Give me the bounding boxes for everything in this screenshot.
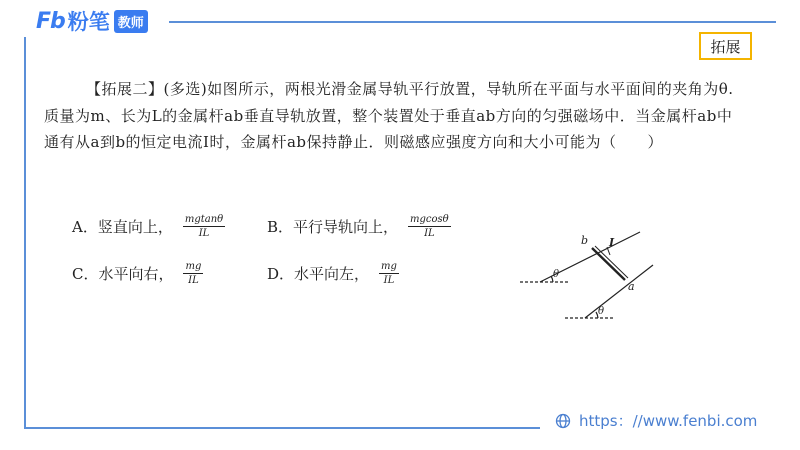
- option-c: [72, 260, 267, 287]
- frame-bottom-line: [24, 427, 540, 429]
- option-label: D．水平向左，: [267, 265, 370, 283]
- option-label: C．水平向右，: [72, 265, 174, 283]
- options-row: [72, 250, 462, 297]
- fraction-numerator: mg: [185, 261, 202, 272]
- fraction-numerator: mgcosθ: [410, 214, 449, 225]
- fraction-numerator: mg: [381, 261, 397, 272]
- footer-url[interactable]: [555, 410, 757, 431]
- fraction: [183, 213, 225, 240]
- label-current: I: [609, 236, 615, 249]
- options: [72, 203, 462, 297]
- options-row: [72, 203, 462, 250]
- fraction-denominator: IL: [198, 228, 210, 239]
- logo-badge: 教师: [114, 10, 148, 33]
- rod-ab-edge: [595, 246, 628, 278]
- rod-ab: [592, 248, 625, 280]
- label-angle-top: θ: [553, 269, 560, 280]
- globe-icon: [555, 413, 571, 429]
- logo-text: 粉笔: [67, 10, 110, 34]
- frame-top-line: [169, 21, 776, 23]
- option-label: A．竖直向上，: [72, 218, 173, 236]
- footer-url-text: https：//www.fenbi.com: [579, 412, 758, 430]
- question-text: 【拓展二】(多选)如图所示，两根光滑金属导轨平行放置，导轨所在平面与水平面间的夹角为θ.质量为m、长为L的金属杆ab垂直导轨放置，整个装置处于垂直ab方向的匀强磁场中．当金属杆ab中通有从a到b的恒定电流I时，金属杆ab保持静止．则磁感应强度方向和大小可能为（ ）: [44, 80, 734, 151]
- fraction: [379, 260, 399, 287]
- fenbi-logo: [36, 8, 148, 34]
- option-a: [72, 213, 267, 240]
- fraction: [183, 260, 203, 287]
- frame-left-line: [24, 37, 26, 428]
- option-b: [267, 213, 462, 240]
- label-a: a: [628, 280, 635, 293]
- section-tag: 拓展: [699, 32, 752, 60]
- fraction-denominator: IL: [424, 228, 435, 239]
- option-label: B．平行导轨向上，: [267, 218, 399, 236]
- label-angle-bottom: θ: [598, 306, 605, 317]
- logo-mark: Fb: [36, 8, 65, 34]
- fraction-denominator: IL: [383, 275, 395, 286]
- label-b: b: [581, 234, 589, 247]
- option-d: [267, 260, 462, 287]
- fraction: [408, 213, 451, 240]
- fraction-denominator: IL: [188, 275, 199, 286]
- fraction-numerator: mgtanθ: [184, 214, 224, 225]
- rail-diagram: [515, 228, 665, 328]
